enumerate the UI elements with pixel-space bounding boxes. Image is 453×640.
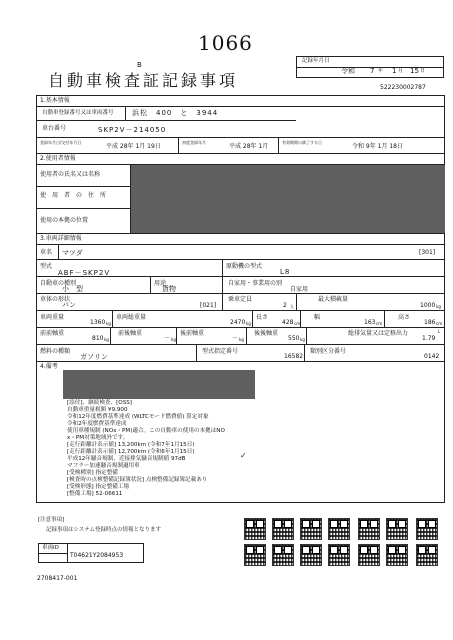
rf-unit: kg: [239, 337, 244, 342]
handwritten-number: 1066: [198, 31, 253, 55]
vehicle-id-value: T04621Y2084953: [70, 552, 124, 559]
height-unit: cm: [436, 321, 443, 326]
redacted-user-info: [131, 165, 445, 233]
gross-unit: kg: [246, 321, 251, 326]
typeno-label: 型式指定番号: [202, 348, 239, 355]
fr-value: －: [164, 335, 171, 342]
rr-label: 後後軸重: [254, 330, 279, 337]
section1-header: 1.基本情報: [40, 97, 70, 104]
record-date-year: 7: [370, 67, 375, 75]
reg-value: 浜松 400 と 3944: [132, 109, 219, 117]
doc-number: 522230002787: [380, 84, 426, 91]
chassis-value: SKP2V－214050: [98, 126, 167, 134]
b-mark: B: [137, 61, 142, 69]
model-value: ABF－SKP2V: [58, 269, 111, 277]
remarks-list: [67, 401, 287, 499]
weight-value: 1360: [90, 319, 106, 326]
remark-line: [整備工場] 52-06611: [67, 491, 123, 497]
body-label: 車体の形状: [40, 296, 71, 303]
disp-label: 総排気量又は定格出力: [348, 330, 409, 337]
user-name-label: 使用者の氏名又は名称: [40, 171, 101, 178]
section2-header: 2.使用者情報: [40, 155, 76, 162]
fuel-label: 燃料の種類: [40, 348, 71, 355]
maxload-label: 最大積載量: [318, 296, 349, 303]
height-label: 高さ: [398, 314, 411, 321]
remark-line: x・PM対策地域外です。: [67, 435, 129, 441]
gross-label: 車両総重量: [116, 314, 147, 321]
qr-code-icon: [272, 518, 294, 540]
make-label: 車名: [40, 249, 53, 256]
purpose-value: 自家用: [290, 286, 309, 293]
make-code: [301]: [419, 249, 436, 256]
capacity-label: 乗車定員: [228, 296, 253, 303]
first-reg-value: 平成 28年 1月 19日: [106, 143, 161, 150]
remark-line: 令和12年度燃費基準達成 (WLTCモード燃費値) 算定対象: [67, 414, 209, 420]
record-date-month: 1: [392, 67, 397, 75]
length-value: 428: [282, 319, 294, 326]
qr-code-icon: [358, 518, 380, 540]
qr-code-icon: [300, 544, 322, 566]
capacity-value: 2: [283, 302, 287, 309]
class-value: 0142: [424, 353, 440, 360]
vehicle-id-label: 車両ID: [42, 545, 59, 551]
qr-code-icon: [328, 544, 350, 566]
remark-line: [走行距離計表示値] 12,700km (令和6年1月15日): [67, 449, 195, 455]
qr-code-icon: [328, 518, 350, 540]
length-unit: cm: [294, 321, 301, 326]
fr-label: 前後軸重: [118, 330, 143, 337]
weight-label: 車両重量: [40, 314, 65, 321]
typeno-value: 16582: [284, 353, 304, 360]
purpose-label: 自家用・事業用の別: [228, 280, 283, 287]
model-label: 型式: [40, 263, 53, 270]
base-label: 使用の本拠の位置: [40, 217, 89, 224]
record-date-era: 令和: [341, 67, 355, 75]
qr-code-icon: [386, 518, 408, 540]
disp-unit: L: [438, 329, 441, 334]
maxload-unit: kg: [436, 304, 441, 309]
month-unit: 月: [398, 68, 404, 74]
width-label: 幅: [314, 314, 321, 321]
section4-header: 4.備考: [40, 363, 58, 370]
qr-code-icon: [300, 518, 322, 540]
remark-line: マフラー加速騒音規制適用車: [67, 463, 140, 469]
remark-line: 令和2年度燃費基準達成: [67, 421, 127, 427]
engine-value: L8: [280, 268, 291, 276]
fuel-value: ガソリン: [80, 353, 108, 361]
remark-line: 使用車種規制 (NOx・PM)適合。この自動車の使用の本拠はNO: [67, 428, 225, 434]
rr-value: 550: [288, 335, 300, 342]
reg-label: 自動車登録番号又は車両番号: [42, 110, 114, 116]
notes-text: 記録事項はシステム登録時点の情報となります: [46, 527, 161, 533]
weight-unit: kg: [106, 321, 111, 326]
ff-unit: kg: [104, 337, 109, 342]
maxload-value: 1000: [420, 302, 436, 309]
qr-code-icon: [358, 544, 380, 566]
first-reg-label2: 初度登録年月: [182, 140, 206, 145]
body-code: [021]: [200, 302, 217, 309]
day-unit: 日: [420, 68, 426, 74]
remark-line: [走行距離計表示値] 13,200km (令和7年1月15日): [67, 442, 195, 448]
qr-code-icon: [244, 518, 266, 540]
remark-line: 平成12年騒音規制、近接排気騒音規制値 97dB: [67, 456, 186, 462]
expiry-label: 有効期間の満了する日: [282, 140, 322, 145]
first-reg-value2: 平成 28年 1月: [229, 143, 269, 150]
capacity-unit: 人: [290, 304, 294, 309]
rr-unit: kg: [300, 337, 305, 342]
qr-code-icon: [416, 518, 438, 540]
width-value: 163: [364, 319, 376, 326]
ff-value: 810: [92, 335, 104, 342]
class-label: 類別区分番号: [310, 348, 347, 355]
footer-code: 2708417-001: [37, 575, 78, 582]
length-label: 長さ: [256, 314, 269, 321]
use-label: 用途: [154, 280, 167, 287]
remark-line: 自動車重量税額 ¥9,900: [67, 407, 128, 413]
ff-label: 前前軸重: [40, 330, 65, 337]
check-mark: ✓: [240, 451, 247, 460]
make-value: マツダ: [62, 249, 83, 257]
expiry-value: 令和 9年 1月 18日: [352, 143, 403, 150]
disp-value: 1.79: [422, 335, 436, 342]
section3-header: 3.車両詳細情報: [40, 235, 82, 242]
engine-label: 原動機の型式: [226, 263, 263, 270]
redacted-remarks: [63, 370, 255, 399]
qr-code-icon: [386, 544, 408, 566]
first-reg-label: 登録年月日/交付年月日: [40, 140, 82, 145]
width-unit: cm: [376, 321, 383, 326]
gross-value: 2470: [230, 319, 246, 326]
rf-label: 後前軸重: [180, 330, 205, 337]
qr-code-icon: [244, 544, 266, 566]
use-value: 貨物: [162, 285, 176, 293]
remark-line: [受検形態] 指定整備工場: [67, 484, 130, 490]
type-value: 小 型: [62, 285, 83, 293]
notes-header: [注意事項]: [38, 517, 65, 523]
page-title: 自動車検査証記録事項: [48, 71, 239, 90]
user-address-label: 使 用 者 の 住 所: [40, 192, 107, 199]
record-date-day: 15: [410, 67, 419, 75]
chassis-label: 車台番号: [42, 125, 67, 132]
body-value: バン: [62, 301, 76, 309]
remark-line: [受検種別] 指定整備: [67, 470, 118, 476]
record-date-label: 記録年月日: [302, 58, 330, 64]
remark-line: [検査時の点検整備記録簿状況] 点検整備記録簿記載あり: [67, 477, 208, 483]
fr-unit: kg: [171, 337, 176, 342]
year-unit: 年: [378, 68, 384, 74]
qr-code-icon: [272, 544, 294, 566]
height-value: 186: [424, 319, 436, 326]
remark-line: [添付]、継続検査、[OSS]: [67, 400, 132, 406]
rf-value: －: [232, 335, 239, 342]
type-label: 自動車の種別: [40, 280, 77, 287]
qr-code-icon: [416, 544, 438, 566]
